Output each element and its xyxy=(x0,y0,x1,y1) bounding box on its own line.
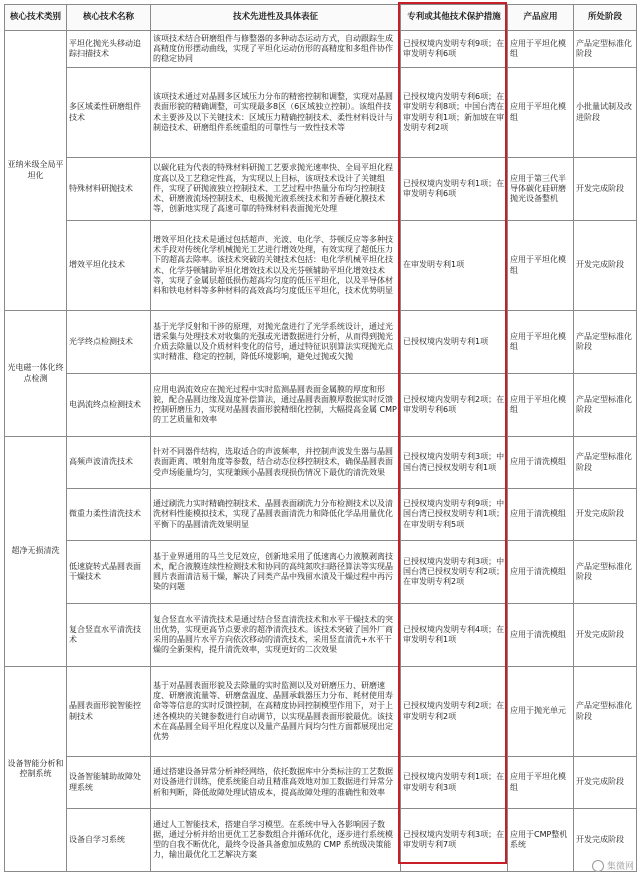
application-cell: 应用于平坦化模组 xyxy=(508,31,574,68)
advancement-cell: 增效平坦化技术是通过包括超声、光波、电化学、芬顿反应等多种技术手段对传统化学机械抛光工艺进行增效处理，有效实现了超低压力下的超高去除率。该技术突破的关键技术包括：电化学机械平坦化技术、化学芬顿辅助平坦化增效技术以及光芬顿辅助平坦化增效技术等，实现了金属层超低损伤超高均匀度的低压平坦化，以及半导体材料和铁电材料等多种材料的高效高均匀度低压平坦化，技术优势明显 xyxy=(151,221,401,311)
patent-cell: 已授权境内发明专利1项 xyxy=(401,311,508,374)
advancement-cell: 基于对晶圆表面形貌及去除量的实时监测以及对研磨压力、研磨速度、研磨液流量等、研磨盘温度、晶圆承载器压力分布、耗材使用寿命等等信息的实时反馈控制，在高精度协同控制模型作用下，对于上述各模块的关键参数进行自动调节，以实现晶圆表面形貌最优。该技术在高晶圆全局平坦化程度以及量产晶圆片间均匀性方面都展现出定优势 xyxy=(151,667,401,757)
stage-cell: 开发完成阶段 xyxy=(574,489,637,541)
application-cell: 应用于清洗模组 xyxy=(508,437,574,489)
table-row xyxy=(5,31,637,68)
tech-name-cell: 多区域柔性研磨组件技术 xyxy=(67,68,151,158)
table-row xyxy=(5,311,637,374)
patent-cell: 已授权境内发明专利1项；在审发明专利6项 xyxy=(401,158,508,221)
tech-name-cell: 晶圆表面形貌智能控制技术 xyxy=(67,667,151,757)
table-row xyxy=(5,374,637,437)
advancement-cell: 复合竖直水平清洗技术是通过结合竖直清洗技术和水平干燥技术的突出优势，实现更高节点要求的超净清洗技术。该技术突破了国外厂商采用的晶圆片水平方向依次移动的清洗技术，采用竖直清洗+水平干燥的全新架构，提升清洗效率，实现更好的二次效果 xyxy=(151,604,401,667)
tech-name-cell: 电涡流终点检测技术 xyxy=(67,374,151,437)
table-row xyxy=(5,221,637,311)
category-cell: 设备智能分析和控制系统 xyxy=(5,667,67,872)
tech-name-cell: 设备智能辅助故障处理系统 xyxy=(67,757,151,809)
application-cell: 应用于抛光单元 xyxy=(508,667,574,757)
tech-name-cell: 设备自学习系统 xyxy=(67,809,151,872)
header-application: 产品应用 xyxy=(508,5,574,31)
tech-name-cell: 微重力柔性清洗技术 xyxy=(67,489,151,541)
table-row xyxy=(5,541,637,604)
application-cell: 应用于CMP整机系统 xyxy=(508,809,574,872)
application-cell: 应用于平坦化模组 xyxy=(508,374,574,437)
stage-cell: 开发完成阶段 xyxy=(574,158,637,221)
patent-cell: 已授权境内发明专利4项；在审发明专利1项 xyxy=(401,604,508,667)
category-cell: 超净无损清洗 xyxy=(5,437,67,667)
advancement-cell: 该项技术通过对晶圆多区域压力分布的精密控制和调整，实现对晶圆表面形貌的精确调整，可实现最多8区（6区域独立控制）。该组件技术主要涉及以下关键技术：区域压力精确控制技术、柔性材料设计与制造技术、研磨组件系统重组的可靠性与一致性技术等 xyxy=(151,68,401,158)
watermark xyxy=(592,859,634,872)
patent-cell: 已授权境内发明专利1项；在审发明专利3项 xyxy=(401,757,508,809)
patent-cell: 已授权境内发明专利3项；中国台湾已授权发明专利2项；在审发明专利2项 xyxy=(401,541,508,604)
advancement-cell: 通过刷洗力实时精确控制技术、晶圆表面刷洗力分布检测技术以及清洗材料性能模拟技术，实现了晶圆表面清洗力和降低化学品用量优化平衡下的晶圆清洗效果明显 xyxy=(151,489,401,541)
table-row xyxy=(5,667,637,757)
tech-name-cell: 复合竖直水平清洗技术 xyxy=(67,604,151,667)
table-row xyxy=(5,437,637,489)
application-cell: 应用于平坦化模组 xyxy=(508,311,574,374)
patent-cell: 已授权境内发明专利2项；在审发明专利6项 xyxy=(401,374,508,437)
patent-cell: 已授权境内发明专利9项；中国台湾已授权发明专利1项；在审发明专利5项 xyxy=(401,489,508,541)
tech-name-cell: 光学终点检测技术 xyxy=(67,311,151,374)
application-cell: 应用于平坦化模组 xyxy=(508,68,574,158)
stage-cell: 开发完成阶段 xyxy=(574,809,637,872)
stage-cell: 小批量试制及改进阶段 xyxy=(574,68,637,158)
watermark-text: 集微网 xyxy=(606,862,634,872)
advancement-cell: 应用电涡流效应在抛光过程中实时监测晶圆表面金属膜的厚度和形貌，配合晶圆边缘及温度补偿算法，通过晶圆表面膜厚数据实时反馈控制研磨压力，实现对晶圆表面形貌精细化控制，大幅提高金属 CMP 的工艺质量和效率 xyxy=(151,374,401,437)
stage-cell: 开发完成阶段 xyxy=(574,604,637,667)
patent-cell: 已授权境内发明专利3项；中国台湾已授权发明专利1项 xyxy=(401,437,508,489)
patent-cell: 已授权境内发明专利9项；在审发明专利6项 xyxy=(401,31,508,68)
tech-name-cell: 特殊材料研抛技术 xyxy=(67,158,151,221)
advancement-cell: 基于光学反射和干涉的原理，对抛光盘进行了光学系统设计，通过光谱采集与处理技术对收集的光强或光谱数据进行分析，从而得到抛光介质去除量以及介质材料变化的信号，通过特征识别算法实现抛光点实时精准、稳定的控制，降低环境影响，避免过抛或欠抛 xyxy=(151,311,401,374)
header-patent: 专利或其他技术保护措施 xyxy=(401,5,508,31)
table-row xyxy=(5,604,637,667)
core-tech-table xyxy=(4,4,637,872)
application-cell: 应用于第三代半导体碳化硅研磨抛光设备整机 xyxy=(508,158,574,221)
advancement-cell: 以碳化硅为代表的特殊材料研抛工艺要求抛光速率快、全局平坦化程度高以及工艺稳定性高，为实现以上目标，该项技术设计了关键组件，实现了研抛液独立控制技术、工艺过程中热量分布均匀控制技术、研磨液流场控制技术、电极抛光液系统技术和芳香硬化膜技术等，创新地实现了高速可靠的特殊材料表面抛光处理 xyxy=(151,158,401,221)
table-row xyxy=(5,757,637,809)
table-body xyxy=(5,31,637,872)
header-stage: 所处阶段 xyxy=(574,5,637,31)
stage-cell: 产品定型标准化阶段 xyxy=(574,437,637,489)
advancement-cell: 该项技术结合研磨组件与修整器的多种动态运动方式，自动跟踪生成高精度仿形摆动曲线，实现了平坦化运动仿形的高精度和多组件协作的稳定协同 xyxy=(151,31,401,68)
header-name: 核心技术名称 xyxy=(67,5,151,31)
table-row xyxy=(5,809,637,872)
patent-cell: 已授权境内发明专利3项；在审发明专利7项 xyxy=(401,809,508,872)
advancement-cell: 通过搭建设备异常分析神经网络，依托数据库中分类标注的工艺数据对设备进行训练，使系统能自动且精准高效地对加工数据进行异常分析和判断，降低故障处理试错成本，提高故障处理的准确性和效率 xyxy=(151,757,401,809)
header-category: 核心技术类别 xyxy=(5,5,67,31)
tech-name-cell: 平坦化抛光头移动追踪扫描技术 xyxy=(67,31,151,68)
table-row xyxy=(5,489,637,541)
category-cell: 光电磁一体化终点检测 xyxy=(5,311,67,437)
category-cell: 亚纳米级全局平坦化 xyxy=(5,31,67,311)
stage-cell: 产品定型标准化阶段 xyxy=(574,541,637,604)
watermark-logo-icon xyxy=(592,860,604,872)
application-cell: 应用于清洗模组 xyxy=(508,489,574,541)
stage-cell: 产品定型标准化阶段 xyxy=(574,667,637,757)
table-header-row xyxy=(5,5,637,31)
tech-name-cell: 低速旋转式晶圆表面干燥技术 xyxy=(67,541,151,604)
tech-name-cell: 增效平坦化技术 xyxy=(67,221,151,311)
advancement-cell: 针对不同器件结构，选取适合的声波频率，并控制声波发生器与晶圆表面距离、喷射角度等参数，结合动态位移控制技术，确保晶圆表面受声场能量均匀，实现兼顾小晶圆表现损伤情况下最优的清洗效果 xyxy=(151,437,401,489)
table-row xyxy=(5,158,637,221)
stage-cell: 产品定型标准化阶段 xyxy=(574,374,637,437)
stage-cell: 开发完成阶段 xyxy=(574,757,637,809)
advancement-cell: 通过人工智能技术，搭建自学习模型。在系统中导入各影响因子数据，通过分析并给出更优工艺参数组合并循环优化，逐步进行系统模型的自我不断优化，最终令设备具备愈加成熟的 CMP 系统级决策能力，输出最优化工艺解决方案 xyxy=(151,809,401,872)
advancement-cell: 基于业界通用的马兰戈尼效应，创新地采用了低速离心力液膜剥离技术，配合液膜连续性检测技术和协同的高纯氮吹扫路径算法等实现晶圆片表面清洁易干燥，解决了同类产品中残留水渍及干燥过程中再污染的问题 xyxy=(151,541,401,604)
stage-cell: 产品定型标准化阶段 xyxy=(574,31,637,68)
stage-cell: 产品定型标准化阶段 xyxy=(574,311,637,374)
application-cell: 应用于清洗模组 xyxy=(508,604,574,667)
application-cell: 应用于清洗模组 xyxy=(508,541,574,604)
tech-name-cell: 高频声波清洗技术 xyxy=(67,437,151,489)
patent-cell: 在审发明专利1项 xyxy=(401,221,508,311)
patent-cell: 已授权境内发明专利2项；在审发明专利2项 xyxy=(401,667,508,757)
table-row xyxy=(5,68,637,158)
stage-cell: 开发完成阶段 xyxy=(574,221,637,311)
header-advancement: 技术先进性及具体表征 xyxy=(151,5,401,31)
application-cell: 应用于平坦化模组 xyxy=(508,221,574,311)
application-cell: 应用于平坦化模组 xyxy=(508,757,574,809)
patent-cell: 已授权境内发明专利6项；在审发明专利8项；中国台湾在审发明专利1项；新加坡在审发明专利2项 xyxy=(401,68,508,158)
